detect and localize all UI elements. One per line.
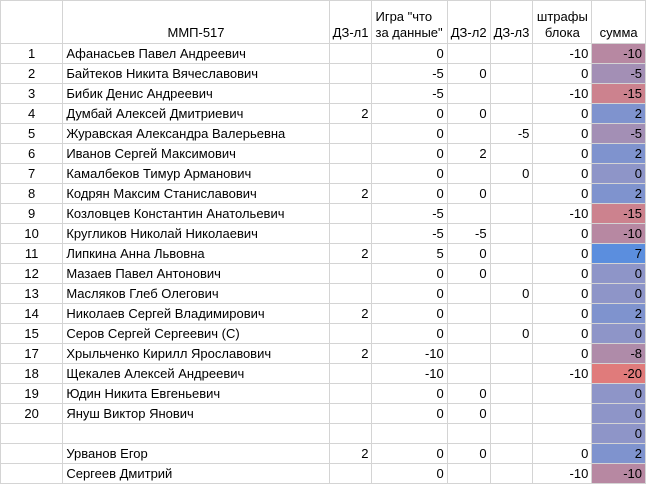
cell-game[interactable]: 0 [372,184,447,204]
cell-penalty[interactable]: 0 [533,264,592,284]
header-dz1[interactable]: ДЗ-л1 [329,1,372,44]
cell-sum[interactable]: -20 [592,364,646,384]
header-dz2[interactable]: ДЗ-л2 [447,1,490,44]
cell-dz3[interactable] [490,344,533,364]
table-row [1,164,646,184]
cell-game[interactable]: 0 [372,164,447,184]
table-row [1,284,646,304]
cell-student-name[interactable]: Байтеков Никита Вячеславович [63,64,329,84]
cell-student-name[interactable]: Николаев Сергей Владимирович [63,304,329,324]
cell-dz3[interactable] [490,384,533,404]
cell-index[interactable]: 11 [1,244,63,264]
cell-sum[interactable]: 2 [592,184,646,204]
cell-penalty[interactable]: 0 [533,444,592,464]
cell-student-name[interactable]: Кодрян Максим Станиславович [63,184,329,204]
cell-penalty[interactable]: 0 [533,104,592,124]
cell-sum[interactable]: 0 [592,404,646,424]
cell-dz3[interactable] [490,104,533,124]
table-row [1,324,646,344]
cell-dz2[interactable] [447,204,490,224]
header-idx[interactable] [1,1,63,44]
cell-index[interactable]: 13 [1,284,63,304]
cell-student-name[interactable]: Серов Сергей Сергеевич (С) [63,324,329,344]
cell-dz2[interactable]: 0 [447,104,490,124]
cell-sum[interactable]: -10 [592,224,646,244]
cell-dz2[interactable]: 0 [447,444,490,464]
cell-dz1[interactable] [329,264,372,284]
cell-student-name[interactable] [63,424,329,444]
cell-game[interactable]: 0 [372,464,447,484]
cell-student-name[interactable]: Урванов Егор [63,444,329,464]
table-row [1,424,646,444]
cell-penalty[interactable]: 0 [533,224,592,244]
cell-penalty[interactable]: -10 [533,84,592,104]
cell-penalty[interactable] [533,424,592,444]
cell-sum[interactable]: 0 [592,384,646,404]
cell-game[interactable]: -10 [372,344,447,364]
cell-game[interactable]: 0 [372,324,447,344]
table-row [1,184,646,204]
cell-dz1[interactable]: 2 [329,344,372,364]
cell-penalty[interactable]: 0 [533,324,592,344]
cell-dz3[interactable]: -5 [490,124,533,144]
cell-sum[interactable]: -5 [592,64,646,84]
cell-penalty[interactable]: -10 [533,364,592,384]
header-penalty[interactable]: штрафы блока [533,1,592,44]
header-dz3[interactable]: ДЗ-л3 [490,1,533,44]
cell-dz1[interactable] [329,64,372,84]
cell-index[interactable] [1,444,63,464]
cell-penalty[interactable] [533,384,592,404]
header-game[interactable]: Игра "что за данные" [372,1,447,44]
cell-dz2[interactable]: -5 [447,224,490,244]
cell-dz3[interactable] [490,464,533,484]
cell-dz2[interactable] [447,464,490,484]
cell-penalty[interactable]: 0 [533,344,592,364]
cell-student-name[interactable]: Хрыльченко Кирилл Ярославович [63,344,329,364]
cell-game[interactable]: 0 [372,44,447,64]
table-row [1,224,646,244]
cell-student-name[interactable]: Камалбеков Тимур Арманович [63,164,329,184]
table-row [1,444,646,464]
cell-game[interactable]: 0 [372,284,447,304]
cell-penalty[interactable]: 0 [533,164,592,184]
cell-penalty[interactable]: -10 [533,204,592,224]
cell-penalty[interactable]: -10 [533,464,592,484]
cell-dz3[interactable] [490,304,533,324]
cell-index[interactable]: 9 [1,204,63,224]
cell-penalty[interactable]: 0 [533,184,592,204]
cell-dz1[interactable] [329,124,372,144]
cell-sum[interactable]: -8 [592,344,646,364]
cell-sum[interactable]: 2 [592,144,646,164]
cell-dz3[interactable] [490,264,533,284]
cell-dz3[interactable]: 0 [490,284,533,304]
cell-index[interactable]: 8 [1,184,63,204]
cell-dz2[interactable]: 0 [447,264,490,284]
table-row [1,84,646,104]
cell-sum[interactable]: 0 [592,424,646,444]
cell-dz1[interactable] [329,164,372,184]
cell-dz1[interactable] [329,404,372,424]
cell-index[interactable]: 12 [1,264,63,284]
cell-student-name[interactable]: Масляков Глеб Олегович [63,284,329,304]
cell-student-name[interactable]: Мазаев Павел Антонович [63,264,329,284]
cell-dz2[interactable]: 0 [447,244,490,264]
cell-dz3[interactable] [490,424,533,444]
cell-dz1[interactable] [329,204,372,224]
cell-sum[interactable]: 0 [592,264,646,284]
cell-sum[interactable]: -15 [592,84,646,104]
cell-dz2[interactable]: 0 [447,404,490,424]
cell-dz3[interactable] [490,404,533,424]
cell-penalty[interactable]: 0 [533,244,592,264]
table-row [1,304,646,324]
cell-game[interactable]: -5 [372,64,447,84]
cell-index[interactable]: 4 [1,104,63,124]
cell-dz1[interactable]: 2 [329,304,372,324]
table-row [1,204,646,224]
cell-index[interactable] [1,464,63,484]
cell-sum[interactable]: 2 [592,444,646,464]
cell-dz2[interactable] [447,424,490,444]
cell-dz1[interactable]: 2 [329,244,372,264]
cell-student-name[interactable]: Кругликов Николай Николаевич [63,224,329,244]
cell-sum[interactable]: 0 [592,284,646,304]
cell-game[interactable]: -5 [372,84,447,104]
cell-student-name[interactable]: Януш Виктор Янович [63,404,329,424]
cell-penalty[interactable]: -10 [533,44,592,64]
cell-dz1[interactable] [329,384,372,404]
cell-index[interactable]: 1 [1,44,63,64]
cell-sum[interactable]: 0 [592,324,646,344]
cell-index[interactable]: 6 [1,144,63,164]
cell-dz2[interactable] [447,344,490,364]
table-row [1,384,646,404]
cell-game[interactable]: -5 [372,204,447,224]
header-name[interactable]: ММП-517 [63,1,329,44]
table-row [1,64,646,84]
cell-sum[interactable]: -15 [592,204,646,224]
cell-sum[interactable]: 2 [592,104,646,124]
cell-game[interactable]: -10 [372,364,447,384]
cell-dz1[interactable] [329,424,372,444]
cell-dz2[interactable] [447,124,490,144]
cell-dz1[interactable] [329,324,372,344]
cell-sum[interactable]: 2 [592,304,646,324]
cell-penalty[interactable]: 0 [533,284,592,304]
cell-index[interactable]: 20 [1,404,63,424]
cell-student-name[interactable]: Козловцев Константин Анатольевич [63,204,329,224]
cell-index[interactable]: 14 [1,304,63,324]
cell-dz3[interactable] [490,364,533,384]
header-row [1,1,646,44]
cell-dz3[interactable] [490,184,533,204]
cell-penalty[interactable]: 0 [533,144,592,164]
table-row [1,144,646,164]
cell-student-name[interactable]: Иванов Сергей Максимович [63,144,329,164]
cell-index[interactable]: 2 [1,64,63,84]
cell-index[interactable]: 3 [1,84,63,104]
cell-game[interactable]: 0 [372,104,447,124]
cell-student-name[interactable]: Сергеев Дмитрий [63,464,329,484]
header-sum[interactable]: сумма [592,1,646,44]
cell-dz3[interactable] [490,44,533,64]
cell-student-name[interactable]: Щекалев Алексей Андреевич [63,364,329,384]
table-row [1,344,646,364]
cell-game[interactable] [372,424,447,444]
cell-dz2[interactable] [447,284,490,304]
cell-dz2[interactable]: 0 [447,64,490,84]
cell-dz3[interactable] [490,84,533,104]
cell-penalty[interactable]: 0 [533,304,592,324]
cell-penalty[interactable] [533,404,592,424]
table-row [1,124,646,144]
cell-game[interactable]: 0 [372,384,447,404]
cell-game[interactable]: 5 [372,244,447,264]
cell-penalty[interactable]: 0 [533,124,592,144]
cell-dz2[interactable] [447,324,490,344]
cell-game[interactable]: 0 [372,304,447,324]
cell-dz2[interactable]: 2 [447,144,490,164]
cell-student-name[interactable]: Журавская Александра Валерьевна [63,124,329,144]
cell-dz3[interactable] [490,204,533,224]
cell-dz3[interactable]: 0 [490,164,533,184]
cell-penalty[interactable]: 0 [533,64,592,84]
cell-dz3[interactable] [490,144,533,164]
cell-index[interactable]: 5 [1,124,63,144]
cell-dz2[interactable] [447,164,490,184]
cell-dz2[interactable] [447,44,490,64]
cell-index[interactable]: 19 [1,384,63,404]
cell-dz1[interactable] [329,84,372,104]
cell-dz3[interactable] [490,444,533,464]
table-row [1,464,646,484]
cell-game[interactable]: 0 [372,144,447,164]
cell-student-name[interactable]: Липкина Анна Львовна [63,244,329,264]
cell-dz1[interactable]: 2 [329,184,372,204]
cell-dz3[interactable]: 0 [490,324,533,344]
cell-sum[interactable]: -10 [592,44,646,64]
cell-dz1[interactable]: 2 [329,444,372,464]
table-row [1,104,646,124]
cell-index[interactable]: 10 [1,224,63,244]
cell-dz2[interactable]: 0 [447,184,490,204]
cell-dz3[interactable] [490,244,533,264]
cell-dz1[interactable] [329,224,372,244]
cell-dz1[interactable] [329,464,372,484]
cell-game[interactable]: 0 [372,444,447,464]
table-row [1,364,646,384]
cell-sum[interactable]: 0 [592,164,646,184]
table-row [1,404,646,424]
cell-index[interactable]: 18 [1,364,63,384]
cell-dz2[interactable] [447,364,490,384]
cell-dz1[interactable] [329,284,372,304]
cell-game[interactable]: 0 [372,264,447,284]
table-row [1,264,646,284]
cell-index[interactable] [1,424,63,444]
cell-index[interactable]: 15 [1,324,63,344]
cell-sum[interactable]: -10 [592,464,646,484]
cell-sum[interactable]: 7 [592,244,646,264]
cell-student-name[interactable]: Афанасьев Павел Андреевич [63,44,329,64]
cell-dz1[interactable] [329,144,372,164]
cell-dz1[interactable] [329,44,372,64]
cell-dz2[interactable]: 0 [447,384,490,404]
cell-student-name[interactable]: Юдин Никита Евгеньевич [63,384,329,404]
cell-sum[interactable]: -5 [592,124,646,144]
cell-student-name[interactable]: Бибик Денис Андреевич [63,84,329,104]
table-row [1,244,646,264]
cell-dz2[interactable] [447,84,490,104]
cell-game[interactable]: 0 [372,124,447,144]
cell-dz1[interactable] [329,364,372,384]
cell-dz3[interactable] [490,224,533,244]
table-row [1,44,646,64]
cell-game[interactable]: 0 [372,404,447,424]
cell-student-name[interactable]: Думбай Алексей Дмитриевич [63,104,329,124]
cell-index[interactable]: 7 [1,164,63,184]
cell-game[interactable]: -5 [372,224,447,244]
cell-dz1[interactable]: 2 [329,104,372,124]
cell-dz3[interactable] [490,64,533,84]
cell-dz2[interactable] [447,304,490,324]
cell-index[interactable]: 17 [1,344,63,364]
